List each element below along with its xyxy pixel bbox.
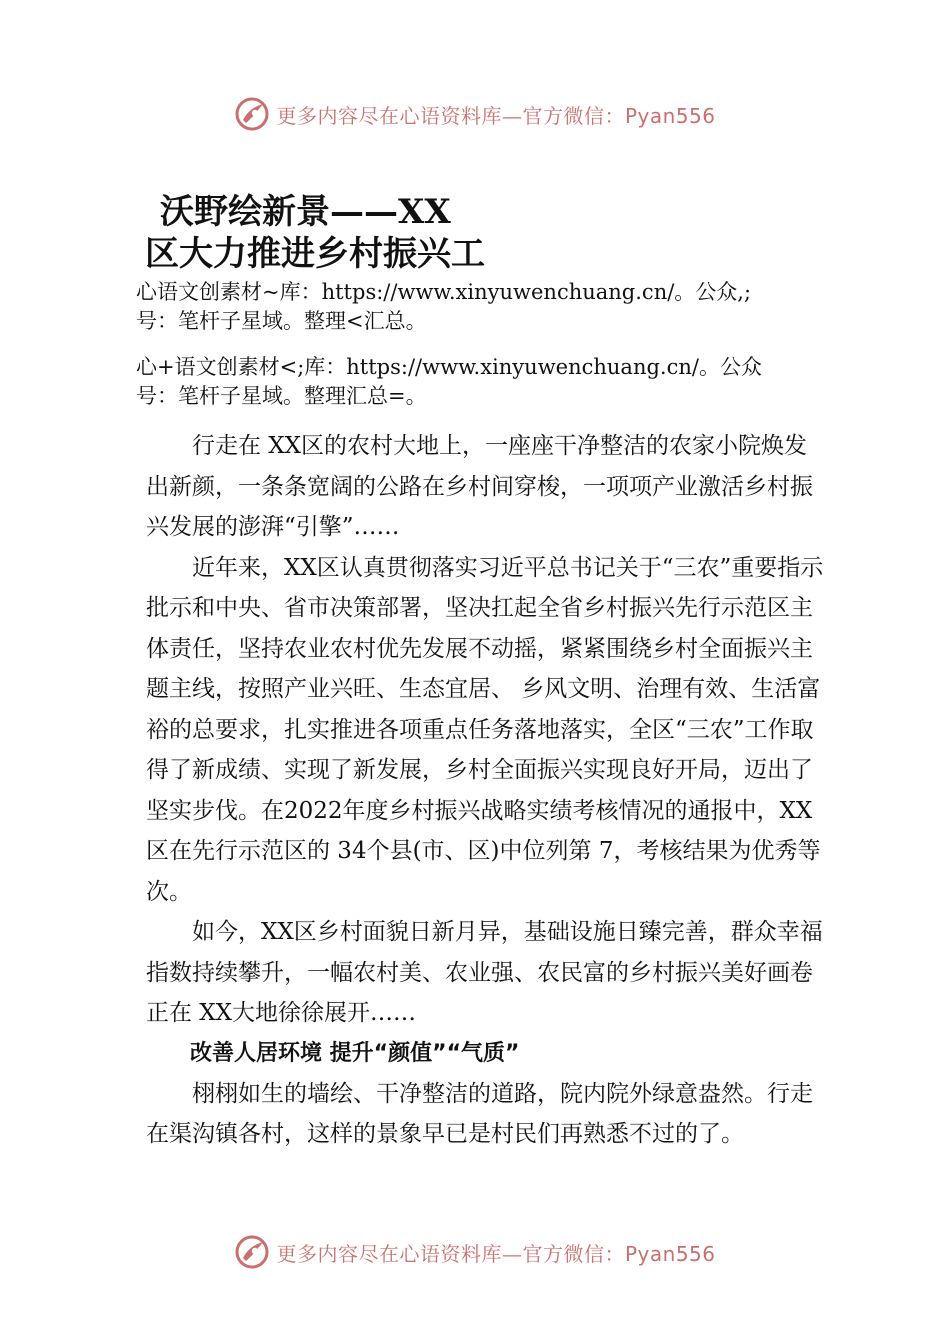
paragraph: 行走在 XX区的农村大地上，一座座干净整洁的农家小院焕发出新颜，一条条宽阔的公路在乡村间穿梭，一项项产业激活乡村振兴发展的澎湃“引擎”……	[146, 433, 813, 540]
source-line: 号：笔杆子星域。整理<汇总。	[136, 309, 427, 333]
banner-text: 更多内容尽在心语资料库—官方微信：Pyan556	[276, 103, 716, 128]
article-body	[146, 426, 826, 1155]
paragraph: 近年来，XX区认真贯彻落实习近平总书记关于“三农”重要指示批示和中央、省市决策部署，坚决扛起全省乡村振兴先行示范区主体责任，坚持农业农村优先发展不动摇，紧紧围绕乡村全面振兴主题主线，按照产业兴旺、生态宜居、 乡风文明、治理有效、生活富裕的总要求，扎实推进各项重点任务落地落实，全区“三农”工作取得了新成绩、实现了新发展，乡村全面振兴实现良好开局，迈出了坚实步伐。在2022年度乡村振兴战略实绩考核情况的通报中，XX区在先行示范区的 34个县(市、区)中位列第 7，考核结果为优秀等次。	[146, 554, 824, 905]
section-heading: 改善人居环境 提升“颜值”“气质”	[190, 1040, 520, 1066]
source-line: 号：笔杆子星域。整理汇总=。	[136, 384, 427, 408]
banner-text: 更多内容尽在心语资料库—官方微信：Pyan556	[276, 1241, 716, 1266]
header-banner	[0, 92, 950, 136]
paragraph: 栩栩如生的墙绘、干净整洁的道路，院内院外绿意盎然。行走在渠沟镇各村，这样的景象早已是村民们再熟悉不过的了。	[146, 1080, 813, 1147]
paragraph: 如今，XX区乡村面貌日新月异，基础设施日臻完善，群众幸福指数持续攀升，一幅农村美、农业强、农民富的乡村振兴美好画卷正在 XX大地徐徐展开……	[146, 919, 823, 1026]
footer-banner	[0, 1230, 950, 1274]
document-title-line-1: 沃野绘新景——XX	[160, 192, 451, 232]
logo-icon	[234, 1234, 270, 1270]
logo-icon	[234, 96, 270, 132]
source-line: 心+语文创素材<;库：https://www.xinyuwenchuang.cn/。公众	[136, 355, 762, 379]
source-line: 心语文创素材~库：https://www.xinyuwenchuang.cn/。公众,;	[136, 280, 752, 304]
document-title-line-2: 区大力推进乡村振兴工	[145, 234, 485, 274]
